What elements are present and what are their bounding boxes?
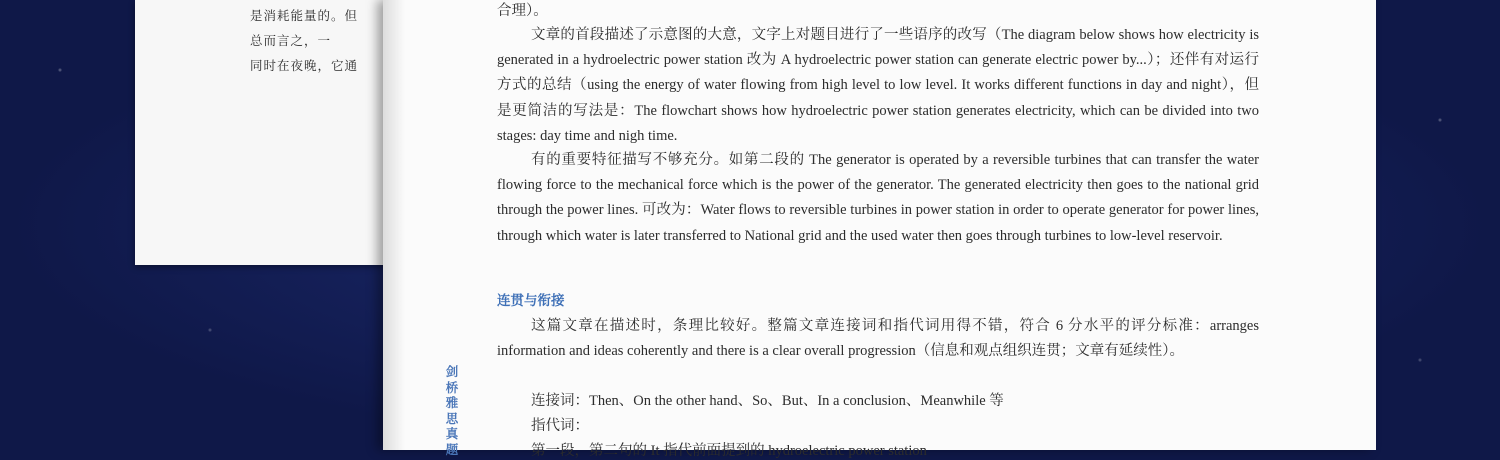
pronouns-line: 指代词：	[531, 418, 589, 434]
section-heading: 连贯与衔接	[497, 293, 565, 309]
cut-off-line: 第一段，第二句的 It 指代前面提到的 hydroelectric power station	[531, 443, 927, 459]
front-page	[383, 0, 1376, 459]
book-title-sideband: 剑桥雅思真题	[445, 364, 459, 457]
paragraph-summary: 文章的首段描述了示意图的大意，文字上对题目进行了一些语序的改写（The diagram below shows how electricity is generated in a hydroelectric power station 改为 A hydroelectric power station can generate electric power by...）；还伴有对运行方式的总结（using the energy of water flowing from high level to low level. It works different functions in day and night），但是更简洁的写法是：The flowchart shows how hydroelectric power station generates electricity, which can be divided into two stages: day time and nigh time.	[497, 27, 1259, 144]
paragraph-coherence: 这篇文章在描述时，条理比较好。整篇文章连接词和指代词用得不错，符合 6 分水平的评分标准：arranges information and ideas coherently and there is a clear overall progression（信息和观点组织连贯；文章有延续性）。	[497, 318, 1259, 360]
back-page-line: 总而言之，一	[250, 34, 332, 48]
connectives-line: 连接词：Then、On the other hand、So、But、In a conclusion、Meanwhile 等	[531, 393, 1004, 409]
back-page	[135, 0, 405, 265]
back-page-line: 同时在夜晚，它通	[250, 59, 359, 73]
paragraph-features: 有的重要特征描写不够充分。如第二段的 The generator is operated by a reversible turbines that can transfer the water flowing force to the mechanical force which is the power of the generator. The generated electricity then goes to the national grid through the power lines. 可改为：Water flows to reversible turbines in power station in order to operate generator for power lines, through which water is later transferred to National grid and the used water then goes through turbines to low-level reservoir.	[497, 152, 1259, 244]
top-fragment: 合理）。	[497, 3, 548, 19]
back-page-line: 是消耗能量的。但	[250, 9, 359, 23]
